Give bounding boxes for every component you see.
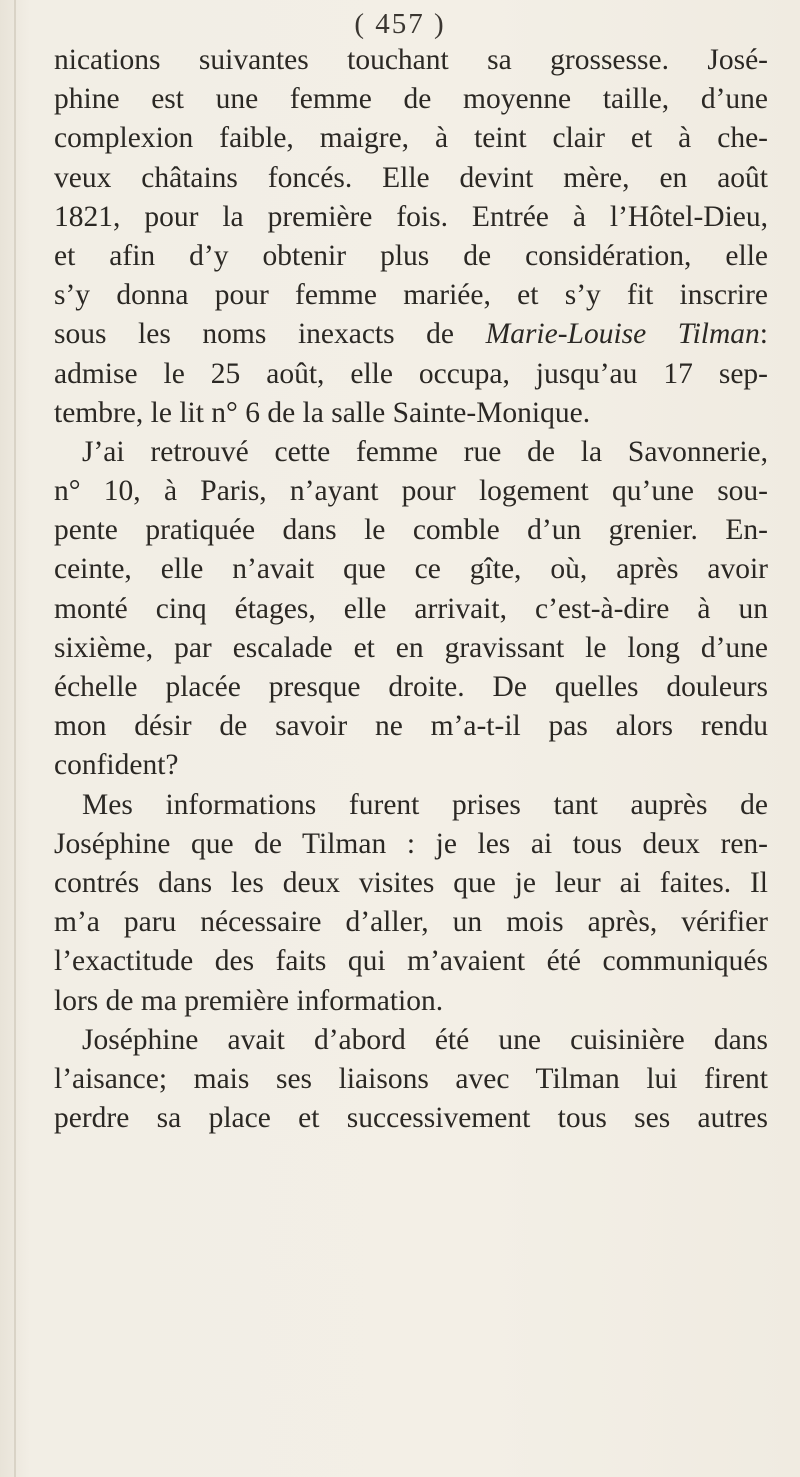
text-line: phine est une femme de moyenne taille, d’une bbox=[54, 83, 768, 116]
text-line: J’ai retrouvé cette femme rue de la Savonnerie, bbox=[82, 435, 768, 468]
text-fragment: sous les noms inexacts de bbox=[54, 318, 486, 351]
text-line: s’y donna pour femme mariée, et s’y fit inscrire bbox=[54, 279, 768, 312]
text-line: Joséphine que de Tilman : je les ai tous deux ren- bbox=[54, 827, 768, 860]
text-line: lors de ma première information. bbox=[54, 984, 444, 1017]
text-line: échelle placée presque droite. De quelles douleurs bbox=[54, 671, 768, 703]
text-line: complexion faible, maigre, à teint clair et à che- bbox=[54, 122, 768, 155]
text-line: contrés dans les deux visites que je leur ai faites. Il bbox=[54, 866, 768, 899]
text-line: admise le 25 août, elle occupa, jusqu’au 17 sep- bbox=[54, 357, 768, 390]
text-line-with-name bbox=[54, 315, 768, 354]
text-line: veux châtains foncés. Elle devint mère, en août bbox=[54, 161, 768, 194]
binding-gutter bbox=[14, 0, 16, 1477]
text-line: m’a paru nécessaire d’aller, un mois après, vérifier bbox=[54, 906, 768, 939]
text-line: l’aisance; mais ses liaisons avec Tilman lui firent bbox=[54, 1062, 768, 1095]
text-line: sixième, par escalade et en gravissant le long d’une bbox=[54, 631, 768, 664]
text-line: tembre, le lit n° 6 de la salle Sainte-Monique. bbox=[54, 396, 591, 429]
text-line: perdre sa place et successivement tous ses autres bbox=[54, 1102, 768, 1135]
text-line: nications suivantes touchant sa grossesse. José- bbox=[54, 44, 768, 76]
text-line: Mes informations furent prises tant auprès de bbox=[82, 788, 768, 821]
text-line: l’exactitude des faits qui m’avaient été communiqués bbox=[54, 945, 768, 978]
text-line: pente pratiquée dans le comble d’un grenier. En- bbox=[54, 514, 768, 547]
text-line: n° 10, à Paris, n’ayant pour logement qu’une sou- bbox=[54, 475, 768, 508]
text-line: ceinte, elle n’avait que ce gîte, où, après avoir bbox=[54, 553, 768, 586]
page-number: ( 457 ) bbox=[354, 8, 446, 40]
text-line: 1821, pour la première fois. Entrée à l’Hôtel-Dieu, bbox=[54, 200, 768, 233]
text-line: confident? bbox=[54, 749, 179, 782]
text-line: Joséphine avait d’abord été une cuisinière dans bbox=[82, 1023, 768, 1056]
text-line: mon désir de savoir ne m’a-t-il pas alors rendu bbox=[54, 710, 768, 743]
text-line: monté cinq étages, elle arrivait, c’est-à-dire à un bbox=[54, 592, 768, 625]
body-text bbox=[54, 41, 768, 1138]
text-line: et afin d’y obtenir plus de considération, elle bbox=[54, 239, 768, 272]
text-fragment: : bbox=[759, 318, 768, 351]
italic-name: Marie-Louise Tilman bbox=[485, 318, 760, 351]
